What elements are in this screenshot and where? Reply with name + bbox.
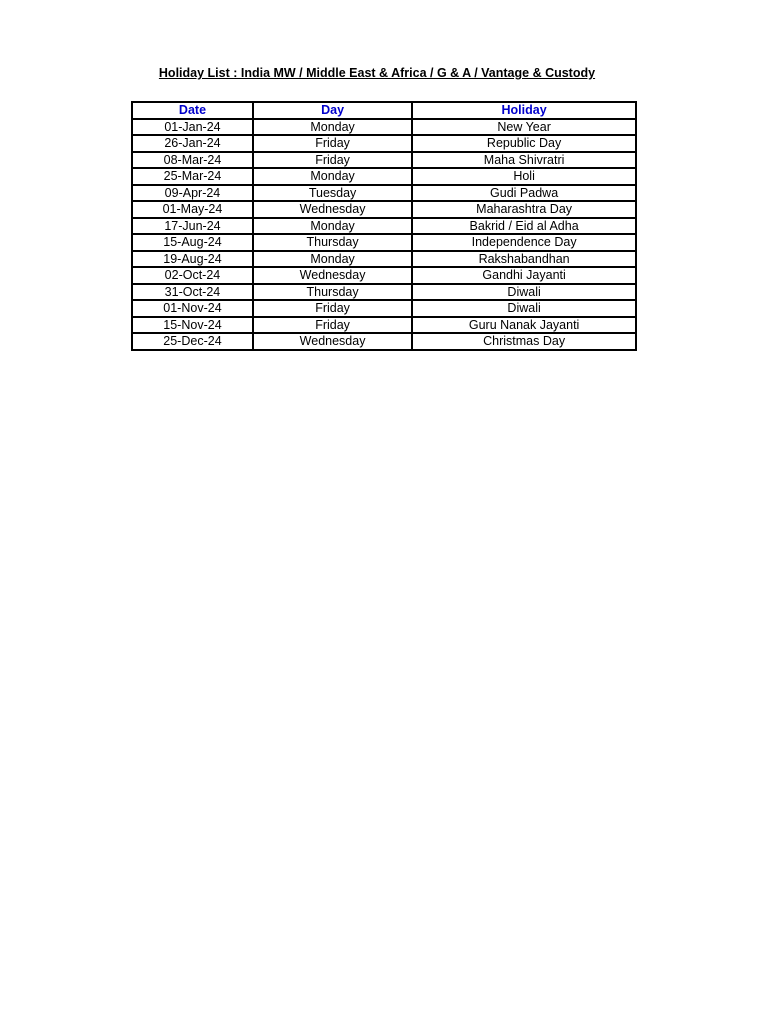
cell-date: 17-Jun-24	[132, 218, 253, 235]
cell-day: Friday	[253, 135, 412, 152]
cell-holiday: Bakrid / Eid al Adha	[412, 218, 636, 235]
cell-date: 15-Nov-24	[132, 317, 253, 334]
table-row	[132, 300, 636, 317]
cell-holiday: Gudi Padwa	[412, 185, 636, 202]
cell-holiday: Maharashtra Day	[412, 201, 636, 218]
cell-date: 01-May-24	[132, 201, 253, 218]
cell-date: 08-Mar-24	[132, 152, 253, 169]
table-row	[132, 201, 636, 218]
cell-holiday: Rakshabandhan	[412, 251, 636, 268]
cell-date: 31-Oct-24	[132, 284, 253, 301]
cell-day: Tuesday	[253, 185, 412, 202]
cell-holiday: Republic Day	[412, 135, 636, 152]
cell-holiday: Christmas Day	[412, 333, 636, 350]
cell-holiday: Diwali	[412, 284, 636, 301]
cell-holiday: Gandhi Jayanti	[412, 267, 636, 284]
cell-date: 25-Mar-24	[132, 168, 253, 185]
table-row	[132, 251, 636, 268]
table-row	[132, 152, 636, 169]
header-day: Day	[253, 102, 412, 119]
cell-day: Friday	[253, 300, 412, 317]
table-header	[132, 102, 636, 119]
cell-date: 09-Apr-24	[132, 185, 253, 202]
cell-holiday: Guru Nanak Jayanti	[412, 317, 636, 334]
table-row	[132, 267, 636, 284]
cell-date: 02-Oct-24	[132, 267, 253, 284]
cell-date: 19-Aug-24	[132, 251, 253, 268]
table-row	[132, 168, 636, 185]
cell-date: 01-Jan-24	[132, 119, 253, 136]
cell-day: Monday	[253, 251, 412, 268]
cell-date: 15-Aug-24	[132, 234, 253, 251]
table-row	[132, 119, 636, 136]
cell-date: 01-Nov-24	[132, 300, 253, 317]
cell-day: Monday	[253, 168, 412, 185]
page-title: Holiday List : India MW / Middle East & Africa / G & A / Vantage & Custody	[158, 66, 596, 80]
cell-date: 25-Dec-24	[132, 333, 253, 350]
cell-day: Friday	[253, 152, 412, 169]
table-row	[132, 135, 636, 152]
cell-holiday: Independence Day	[412, 234, 636, 251]
cell-holiday: Holi	[412, 168, 636, 185]
table-row	[132, 185, 636, 202]
cell-day: Wednesday	[253, 267, 412, 284]
cell-day: Friday	[253, 317, 412, 334]
cell-holiday: New Year	[412, 119, 636, 136]
cell-day: Thursday	[253, 234, 412, 251]
cell-date: 26-Jan-24	[132, 135, 253, 152]
cell-day: Wednesday	[253, 201, 412, 218]
cell-day: Monday	[253, 119, 412, 136]
cell-day: Thursday	[253, 284, 412, 301]
cell-day: Monday	[253, 218, 412, 235]
holiday-table	[131, 101, 637, 351]
table-row	[132, 284, 636, 301]
table-body	[132, 119, 636, 350]
table-row	[132, 317, 636, 334]
header-row	[132, 102, 636, 119]
cell-holiday: Diwali	[412, 300, 636, 317]
cell-day: Wednesday	[253, 333, 412, 350]
header-date: Date	[132, 102, 253, 119]
cell-holiday: Maha Shivratri	[412, 152, 636, 169]
table-row	[132, 218, 636, 235]
table-row	[132, 333, 636, 350]
table-row	[132, 234, 636, 251]
header-holiday: Holiday	[412, 102, 636, 119]
